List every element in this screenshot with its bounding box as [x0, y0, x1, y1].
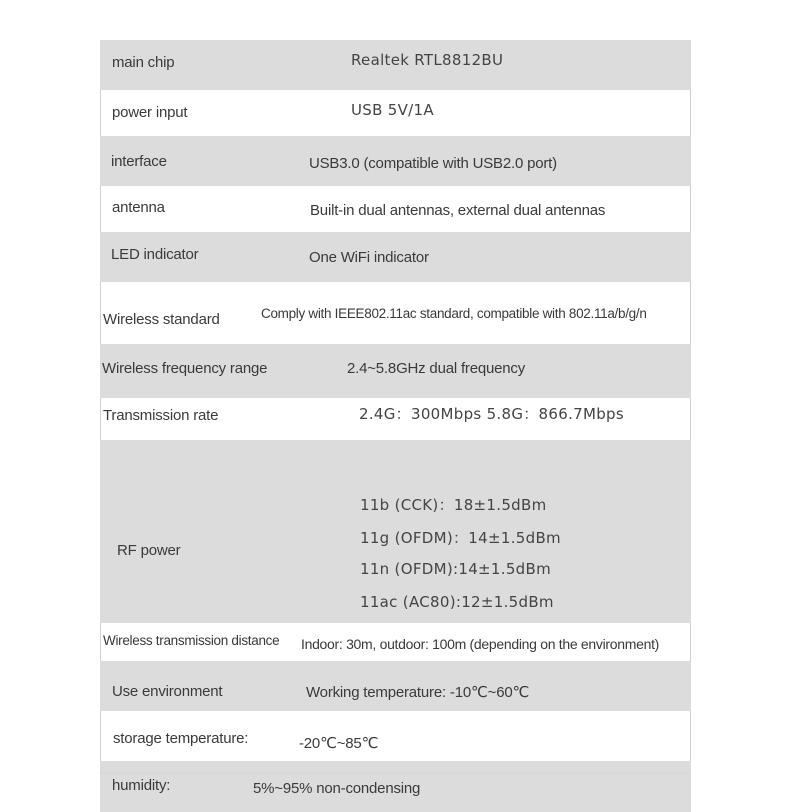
spec-label: antenna [112, 199, 165, 216]
spec-label: LED indicator [111, 246, 199, 263]
spec-value: USB 5V/1A [351, 101, 434, 119]
spec-value: Indoor: 30m, outdoor: 100m (depending on the environment) [301, 636, 660, 652]
rf-power-value: 11n (OFDM):14±1.5dBm [360, 560, 551, 578]
rf-power-value: 11b (CCK)：18±1.5dBm [360, 496, 547, 514]
spec-row-use-environment [100, 661, 691, 711]
spec-value: Comply with IEEE802.11ac standard, compatible with 802.11a/b/g/n [261, 306, 647, 321]
spec-label: interface [111, 153, 167, 170]
spec-label: Transmission rate [103, 407, 219, 424]
spec-row-interface [100, 136, 691, 186]
spec-value: -20℃~85℃ [299, 735, 379, 752]
spec-label: RF power [117, 542, 181, 559]
spec-row-antenna [100, 186, 691, 232]
spec-row-transmission-rate [100, 398, 691, 440]
spec-label: Use environment [112, 683, 223, 700]
table-bottom-border [100, 772, 691, 774]
spec-row-storage-temperature [100, 711, 691, 761]
spec-label: storage temperature: [113, 730, 249, 747]
spec-row-wireless-frequency-range [100, 344, 691, 398]
spec-row-led-indicator [100, 232, 691, 282]
spec-label: power input [112, 104, 188, 121]
spec-value: Realtek RTL8812BU [351, 51, 504, 69]
spec-value: Built-in dual antennas, external dual antennas [310, 202, 606, 219]
spec-row-wireless-standard [100, 282, 691, 344]
spec-value: 2.4~5.8GHz dual frequency [347, 360, 526, 377]
spec-label: Wireless frequency range [102, 360, 268, 377]
spec-value: Working temperature: -10℃~60℃ [306, 684, 530, 701]
spec-row-main-chip [100, 40, 691, 90]
spec-label: humidity: [112, 777, 171, 794]
spec-label: main chip [112, 54, 175, 71]
spec-label: Wireless transmission distance [103, 633, 280, 648]
rf-power-value: 11g (OFDM)：14±1.5dBm [360, 529, 561, 547]
spec-row-rf-power [100, 440, 691, 623]
spec-label: Wireless standard [103, 311, 220, 328]
spec-value: 2.4G：300Mbps 5.8G：866.7Mbps [359, 405, 624, 423]
spec-row-power-input [100, 90, 691, 136]
spec-value: USB3.0 (compatible with USB2.0 port) [309, 155, 557, 172]
spec-row-humidity [100, 761, 691, 812]
spec-value: One WiFi indicator [309, 249, 429, 266]
rf-power-value: 11ac (AC80):12±1.5dBm [360, 593, 554, 611]
spec-value: 5%~95% non-condensing [253, 780, 421, 797]
spec-row-wireless-transmission-distance [100, 623, 691, 661]
